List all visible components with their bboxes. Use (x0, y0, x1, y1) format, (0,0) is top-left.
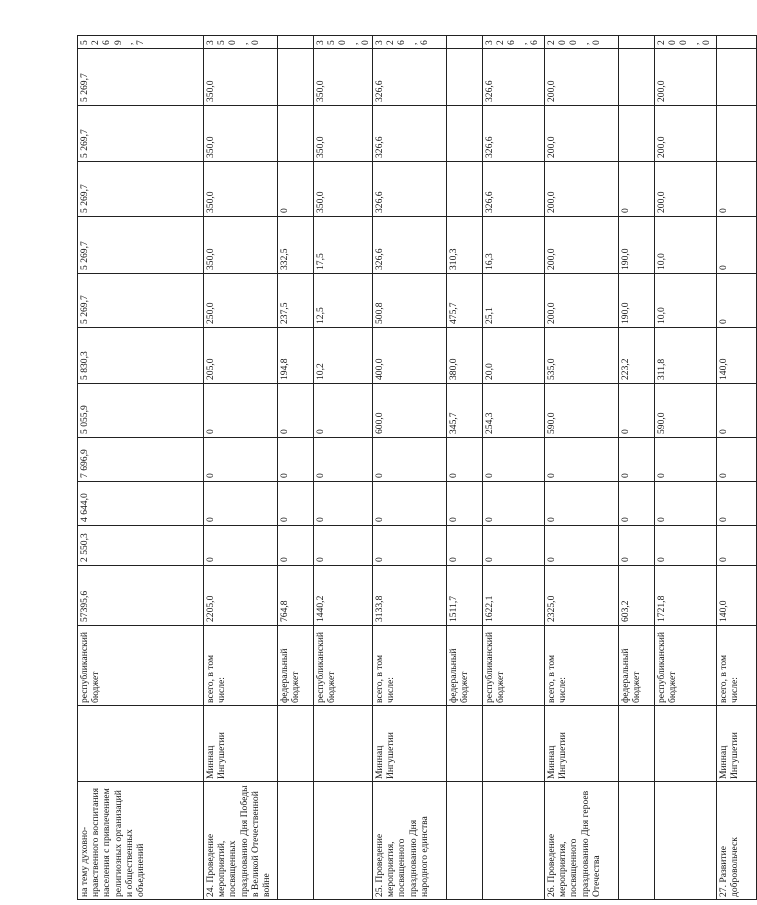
amount-cell: 0 (278, 526, 314, 566)
amount-cell: 350,0 (314, 162, 373, 217)
amount-cell: 0 (717, 217, 757, 274)
funding-source-cell: федеральный бюджет (278, 626, 314, 706)
funding-source-cell: всего, в том числе: (545, 626, 619, 706)
amount-cell: 0 (619, 482, 655, 526)
amount-cell: 350,0 (204, 217, 278, 274)
amount-cell: 0 (447, 482, 483, 526)
amount-cell: 5 055,9 (78, 384, 204, 438)
funding-source-cell: всего, в том числе: (373, 626, 447, 706)
amount-cell (278, 36, 314, 49)
table-row (78, 36, 204, 900)
executor-cell (483, 706, 545, 782)
amount-cell: 200,0 (545, 162, 619, 217)
amount-cell: 0 (483, 482, 545, 526)
table-row (447, 36, 483, 900)
rotated-table-container (77, 36, 741, 900)
amount-cell: 140,0 (717, 566, 757, 626)
executor-cell (447, 706, 483, 782)
amount-cell: 1440,2 (314, 566, 373, 626)
activity-cell: на тему духовно-нравственного воспитания населения с привлечением религиозных организаций и общественных объединений (78, 782, 204, 900)
amount-cell: 0 (278, 384, 314, 438)
amount-cell: 0 (717, 162, 757, 217)
activity-cell (278, 782, 314, 900)
amount-cell (447, 106, 483, 162)
amount-cell: 0 (545, 438, 619, 482)
amount-cell: 350,0 (204, 49, 278, 106)
executor-cell (78, 706, 204, 782)
amount-cell: 326,6 (373, 162, 447, 217)
amount-cell: 0 (373, 438, 447, 482)
amount-cell: 0 (204, 526, 278, 566)
amount-cell: 5 269,7 (78, 49, 204, 106)
amount-cell: 0 (314, 482, 373, 526)
funding-source-cell: республиканский бюджет (314, 626, 373, 706)
amount-cell: 0 (619, 438, 655, 482)
amount-cell: 0 (717, 384, 757, 438)
funding-source-cell: республиканский бюджет (655, 626, 717, 706)
amount-cell: 194,8 (278, 328, 314, 384)
table-row (545, 36, 619, 900)
amount-cell: 0 (278, 162, 314, 217)
amount-cell: 0 (278, 438, 314, 482)
amount-cell: 1511,7 (447, 566, 483, 626)
amount-cell: 200,0 (545, 49, 619, 106)
amount-cell: 0 (545, 482, 619, 526)
amount-cell: 0 (204, 384, 278, 438)
amount-cell: 500,8 (373, 274, 447, 328)
amount-cell: 10,0 (655, 217, 717, 274)
executor-cell: Миннац Ингушетии (373, 706, 447, 782)
amount-cell: 0 (717, 438, 757, 482)
amount-cell: 200,0 (655, 49, 717, 106)
amount-cell (278, 106, 314, 162)
amount-cell (717, 36, 757, 49)
amount-cell: 5 269,7 (78, 36, 204, 49)
amount-cell: 140,0 (717, 328, 757, 384)
amount-cell: 0 (204, 482, 278, 526)
amount-cell: 0 (373, 482, 447, 526)
amount-cell: 311,8 (655, 328, 717, 384)
amount-cell: 326,6 (483, 106, 545, 162)
amount-cell: 326,6 (373, 49, 447, 106)
amount-cell: 350,0 (204, 36, 278, 49)
activity-cell (314, 782, 373, 900)
amount-cell (717, 106, 757, 162)
amount-cell: 0 (619, 384, 655, 438)
activity-cell: 25. Проведение мероприятия, посвященного празднованию Дня народного единства (373, 782, 447, 900)
amount-cell: 1721,8 (655, 566, 717, 626)
activity-cell (447, 782, 483, 900)
amount-cell: 57395,6 (78, 566, 204, 626)
amount-cell (619, 49, 655, 106)
amount-cell: 17,5 (314, 217, 373, 274)
amount-cell: 0 (717, 526, 757, 566)
amount-cell: 200,0 (545, 274, 619, 328)
amount-cell: 380,0 (447, 328, 483, 384)
amount-cell: 2325,0 (545, 566, 619, 626)
amount-cell: 0 (278, 482, 314, 526)
amount-cell: 12,5 (314, 274, 373, 328)
budget-table (77, 35, 757, 900)
amount-cell: 5 269,7 (78, 217, 204, 274)
amount-cell: 600,0 (373, 384, 447, 438)
amount-cell: 764,8 (278, 566, 314, 626)
amount-cell (717, 49, 757, 106)
amount-cell: 250,0 (204, 274, 278, 328)
amount-cell: 326,6 (373, 36, 447, 49)
amount-cell: 332,5 (278, 217, 314, 274)
activity-cell: 26. Проведение мероприятия, посвященного празднованию Дня героев Отечества (545, 782, 619, 900)
executor-cell (314, 706, 373, 782)
amount-cell: 254,3 (483, 384, 545, 438)
amount-cell: 0 (447, 438, 483, 482)
amount-cell: 7 696,9 (78, 438, 204, 482)
amount-cell: 475,7 (447, 274, 483, 328)
amount-cell: 200,0 (655, 106, 717, 162)
amount-cell (278, 49, 314, 106)
funding-source-cell: всего, в том числе: (204, 626, 278, 706)
amount-cell: 0 (655, 526, 717, 566)
amount-cell: 2 550,3 (78, 526, 204, 566)
amount-cell: 205,0 (204, 328, 278, 384)
amount-cell: 16,3 (483, 217, 545, 274)
amount-cell: 2205,0 (204, 566, 278, 626)
table-row (314, 36, 373, 900)
amount-cell: 4 644,0 (78, 482, 204, 526)
amount-cell: 0 (655, 482, 717, 526)
amount-cell: 200,0 (655, 162, 717, 217)
amount-cell: 200,0 (655, 36, 717, 49)
amount-cell: 1622,1 (483, 566, 545, 626)
amount-cell (619, 36, 655, 49)
activity-cell (483, 782, 545, 900)
amount-cell: 0 (717, 482, 757, 526)
executor-cell (278, 706, 314, 782)
amount-cell: 0 (483, 526, 545, 566)
executor-cell (619, 706, 655, 782)
amount-cell: 200,0 (545, 106, 619, 162)
activity-cell (619, 782, 655, 900)
table-row (278, 36, 314, 900)
amount-cell: 0 (655, 438, 717, 482)
activity-cell: 27. Развитие добровольческ (717, 782, 757, 900)
amount-cell (447, 36, 483, 49)
amount-cell: 345,7 (447, 384, 483, 438)
amount-cell: 0 (373, 526, 447, 566)
executor-cell (655, 706, 717, 782)
executor-cell: Миннац Ингушетии (545, 706, 619, 782)
amount-cell: 190,0 (619, 217, 655, 274)
amount-cell: 350,0 (314, 36, 373, 49)
amount-cell (619, 106, 655, 162)
activity-cell: 24. Проведение мероприятий, посвященных празднованию Дня Победы в Великой Отечественной войне (204, 782, 278, 900)
table-row (717, 36, 757, 900)
amount-cell: 326,6 (373, 106, 447, 162)
amount-cell: 10,2 (314, 328, 373, 384)
amount-cell: 535,0 (545, 328, 619, 384)
amount-cell: 3133,8 (373, 566, 447, 626)
amount-cell: 223,2 (619, 328, 655, 384)
table-row (483, 36, 545, 900)
amount-cell: 0 (619, 526, 655, 566)
amount-cell: 0 (314, 384, 373, 438)
amount-cell: 603,2 (619, 566, 655, 626)
activity-cell (655, 782, 717, 900)
amount-cell: 350,0 (314, 49, 373, 106)
table-row (619, 36, 655, 900)
amount-cell: 0 (619, 162, 655, 217)
amount-cell: 326,6 (483, 49, 545, 106)
amount-cell: 326,6 (483, 36, 545, 49)
funding-source-cell: республиканский бюджет (78, 626, 204, 706)
amount-cell: 5 269,7 (78, 106, 204, 162)
amount-cell: 25,1 (483, 274, 545, 328)
table-row (373, 36, 447, 900)
amount-cell: 350,0 (204, 106, 278, 162)
amount-cell: 0 (314, 526, 373, 566)
amount-cell: 10,0 (655, 274, 717, 328)
amount-cell: 0 (545, 526, 619, 566)
amount-cell: 350,0 (204, 162, 278, 217)
amount-cell: 0 (483, 438, 545, 482)
amount-cell: 400,0 (373, 328, 447, 384)
amount-cell: 350,0 (314, 106, 373, 162)
table-row (655, 36, 717, 900)
amount-cell: 20,0 (483, 328, 545, 384)
amount-cell: 190,0 (619, 274, 655, 328)
funding-source-cell: федеральный бюджет (619, 626, 655, 706)
amount-cell: 310,3 (447, 217, 483, 274)
amount-cell: 0 (204, 438, 278, 482)
executor-cell: Миннац Ингушетии (204, 706, 278, 782)
amount-cell: 0 (717, 274, 757, 328)
amount-cell: 326,6 (373, 217, 447, 274)
amount-cell: 326,6 (483, 162, 545, 217)
amount-cell (447, 49, 483, 106)
amount-cell: 0 (314, 438, 373, 482)
amount-cell: 590,0 (545, 384, 619, 438)
amount-cell: 200,0 (545, 36, 619, 49)
executor-cell: Миннац Ингушетии (717, 706, 757, 782)
amount-cell: 590,0 (655, 384, 717, 438)
amount-cell: 5 830,3 (78, 328, 204, 384)
amount-cell: 5 269,7 (78, 274, 204, 328)
amount-cell: 200,0 (545, 217, 619, 274)
table-row (204, 36, 278, 900)
amount-cell: 237,5 (278, 274, 314, 328)
funding-source-cell: республиканский бюджет (483, 626, 545, 706)
amount-cell (447, 162, 483, 217)
amount-cell: 5 269,7 (78, 162, 204, 217)
amount-cell: 0 (447, 526, 483, 566)
funding-source-cell: всего, в том числе: (717, 626, 757, 706)
funding-source-cell: федеральный бюджет (447, 626, 483, 706)
